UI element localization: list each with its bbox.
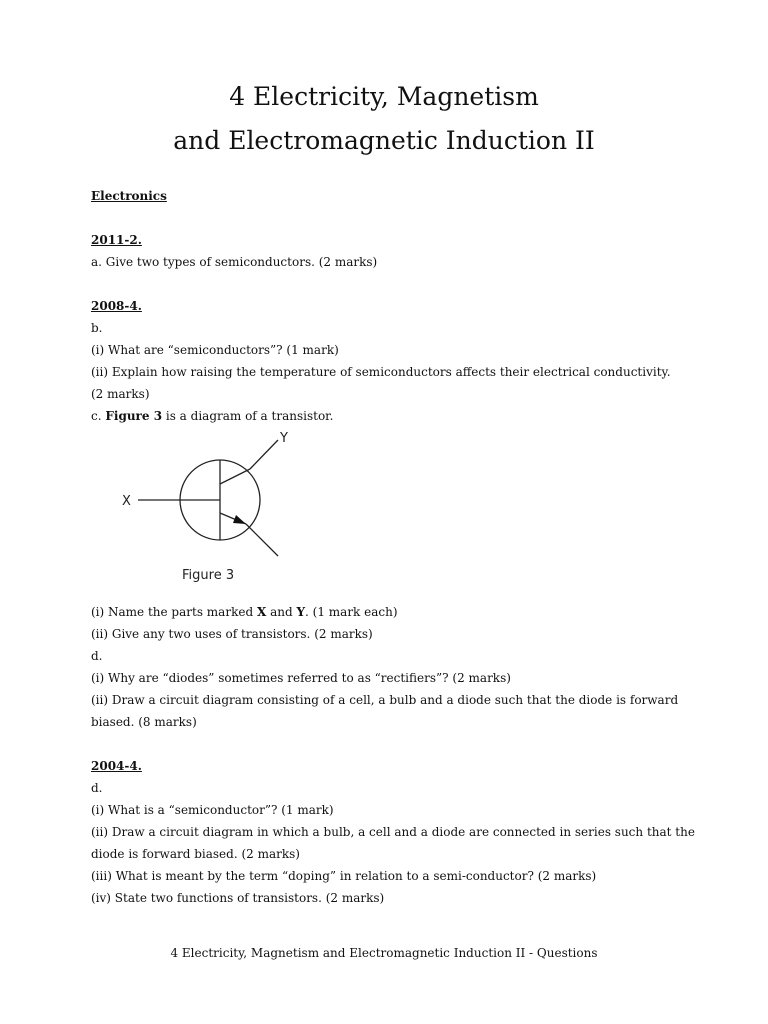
question-2004-d-iii: (iii) What is meant by the term “doping” in relation to a semi-conductor? (2 marks) <box>91 869 597 883</box>
section-heading: Electronics <box>91 189 167 203</box>
emitter-arrow <box>233 515 246 524</box>
question-2008-c-i-rest: . (1 mark each) <box>305 605 398 619</box>
collector-lead <box>250 440 278 469</box>
bold-x: X <box>256 605 267 619</box>
question-2008-c-ii: (ii) Give any two uses of transistors. (2 marks) <box>91 627 373 641</box>
question-2008-b-ii: (ii) Explain how raising the temperature of semiconductors affects their electrical conductivity. <box>91 365 671 379</box>
question-2004-heading: 2004-4. <box>91 759 142 773</box>
question-2008-c-rest: is a diagram of a transistor. <box>162 409 334 423</box>
transistor-diagram <box>118 428 318 588</box>
bold-y: Y <box>296 605 306 619</box>
question-2008-c-prefix: c. <box>91 409 106 423</box>
question-2008-b-i: (i) What are “semiconductors”? (1 mark) <box>91 343 339 357</box>
question-2011-heading: 2011-2. <box>91 233 142 247</box>
page-title-line-1: 4 Electricity, Magnetism <box>229 82 539 111</box>
transistor-figure <box>118 428 318 592</box>
label-x: X <box>122 494 131 509</box>
question-2008-heading: 2008-4. <box>91 299 142 313</box>
question-2008-b-ii-marks: (2 marks) <box>91 387 150 401</box>
question-2008-d-ii: (ii) Draw a circuit diagram consisting of a cell, a bulb and a diode such that the diode is forward <box>91 693 679 707</box>
question-2008-c-i <box>91 604 398 620</box>
page-title-line-2: and Electromagnetic Induction II <box>173 126 595 155</box>
question-2004-d-ii-cont: diode is forward biased. (2 marks) <box>91 847 300 861</box>
question-2004-d-iv: (iv) State two functions of transistors. (2 marks) <box>91 891 385 905</box>
page-footer: 4 Electricity, Magnetism and Electromagnetic Induction II - Questions <box>170 946 598 960</box>
collector-inner <box>220 469 250 484</box>
question-2004-d-ii: (ii) Draw a circuit diagram in which a bulb, a cell and a diode are connected in series such that the <box>91 825 695 839</box>
question-2008-d-label: d. <box>91 649 103 663</box>
question-2004-d-label: d. <box>91 781 103 795</box>
question-2008-c-i-and: and <box>266 605 297 619</box>
figure-reference: Figure 3 <box>105 409 163 423</box>
question-2008-c-i-prefix: (i) Name the parts marked <box>91 605 257 619</box>
question-2008-b-label: b. <box>91 321 103 335</box>
question-2004-d-i: (i) What is a “semiconductor”? (1 mark) <box>91 803 334 817</box>
label-y: Y <box>280 431 288 446</box>
emitter-lead <box>246 524 278 556</box>
question-2011-a: a. Give two types of semiconductors. (2 marks) <box>91 255 378 269</box>
figure-caption: Figure 3 <box>182 568 235 583</box>
question-2008-c <box>91 408 333 424</box>
question-2008-d-ii-cont: biased. (8 marks) <box>91 715 197 729</box>
question-2008-d-i: (i) Why are “diodes” sometimes referred to as “rectifiers”? (2 marks) <box>91 671 511 685</box>
